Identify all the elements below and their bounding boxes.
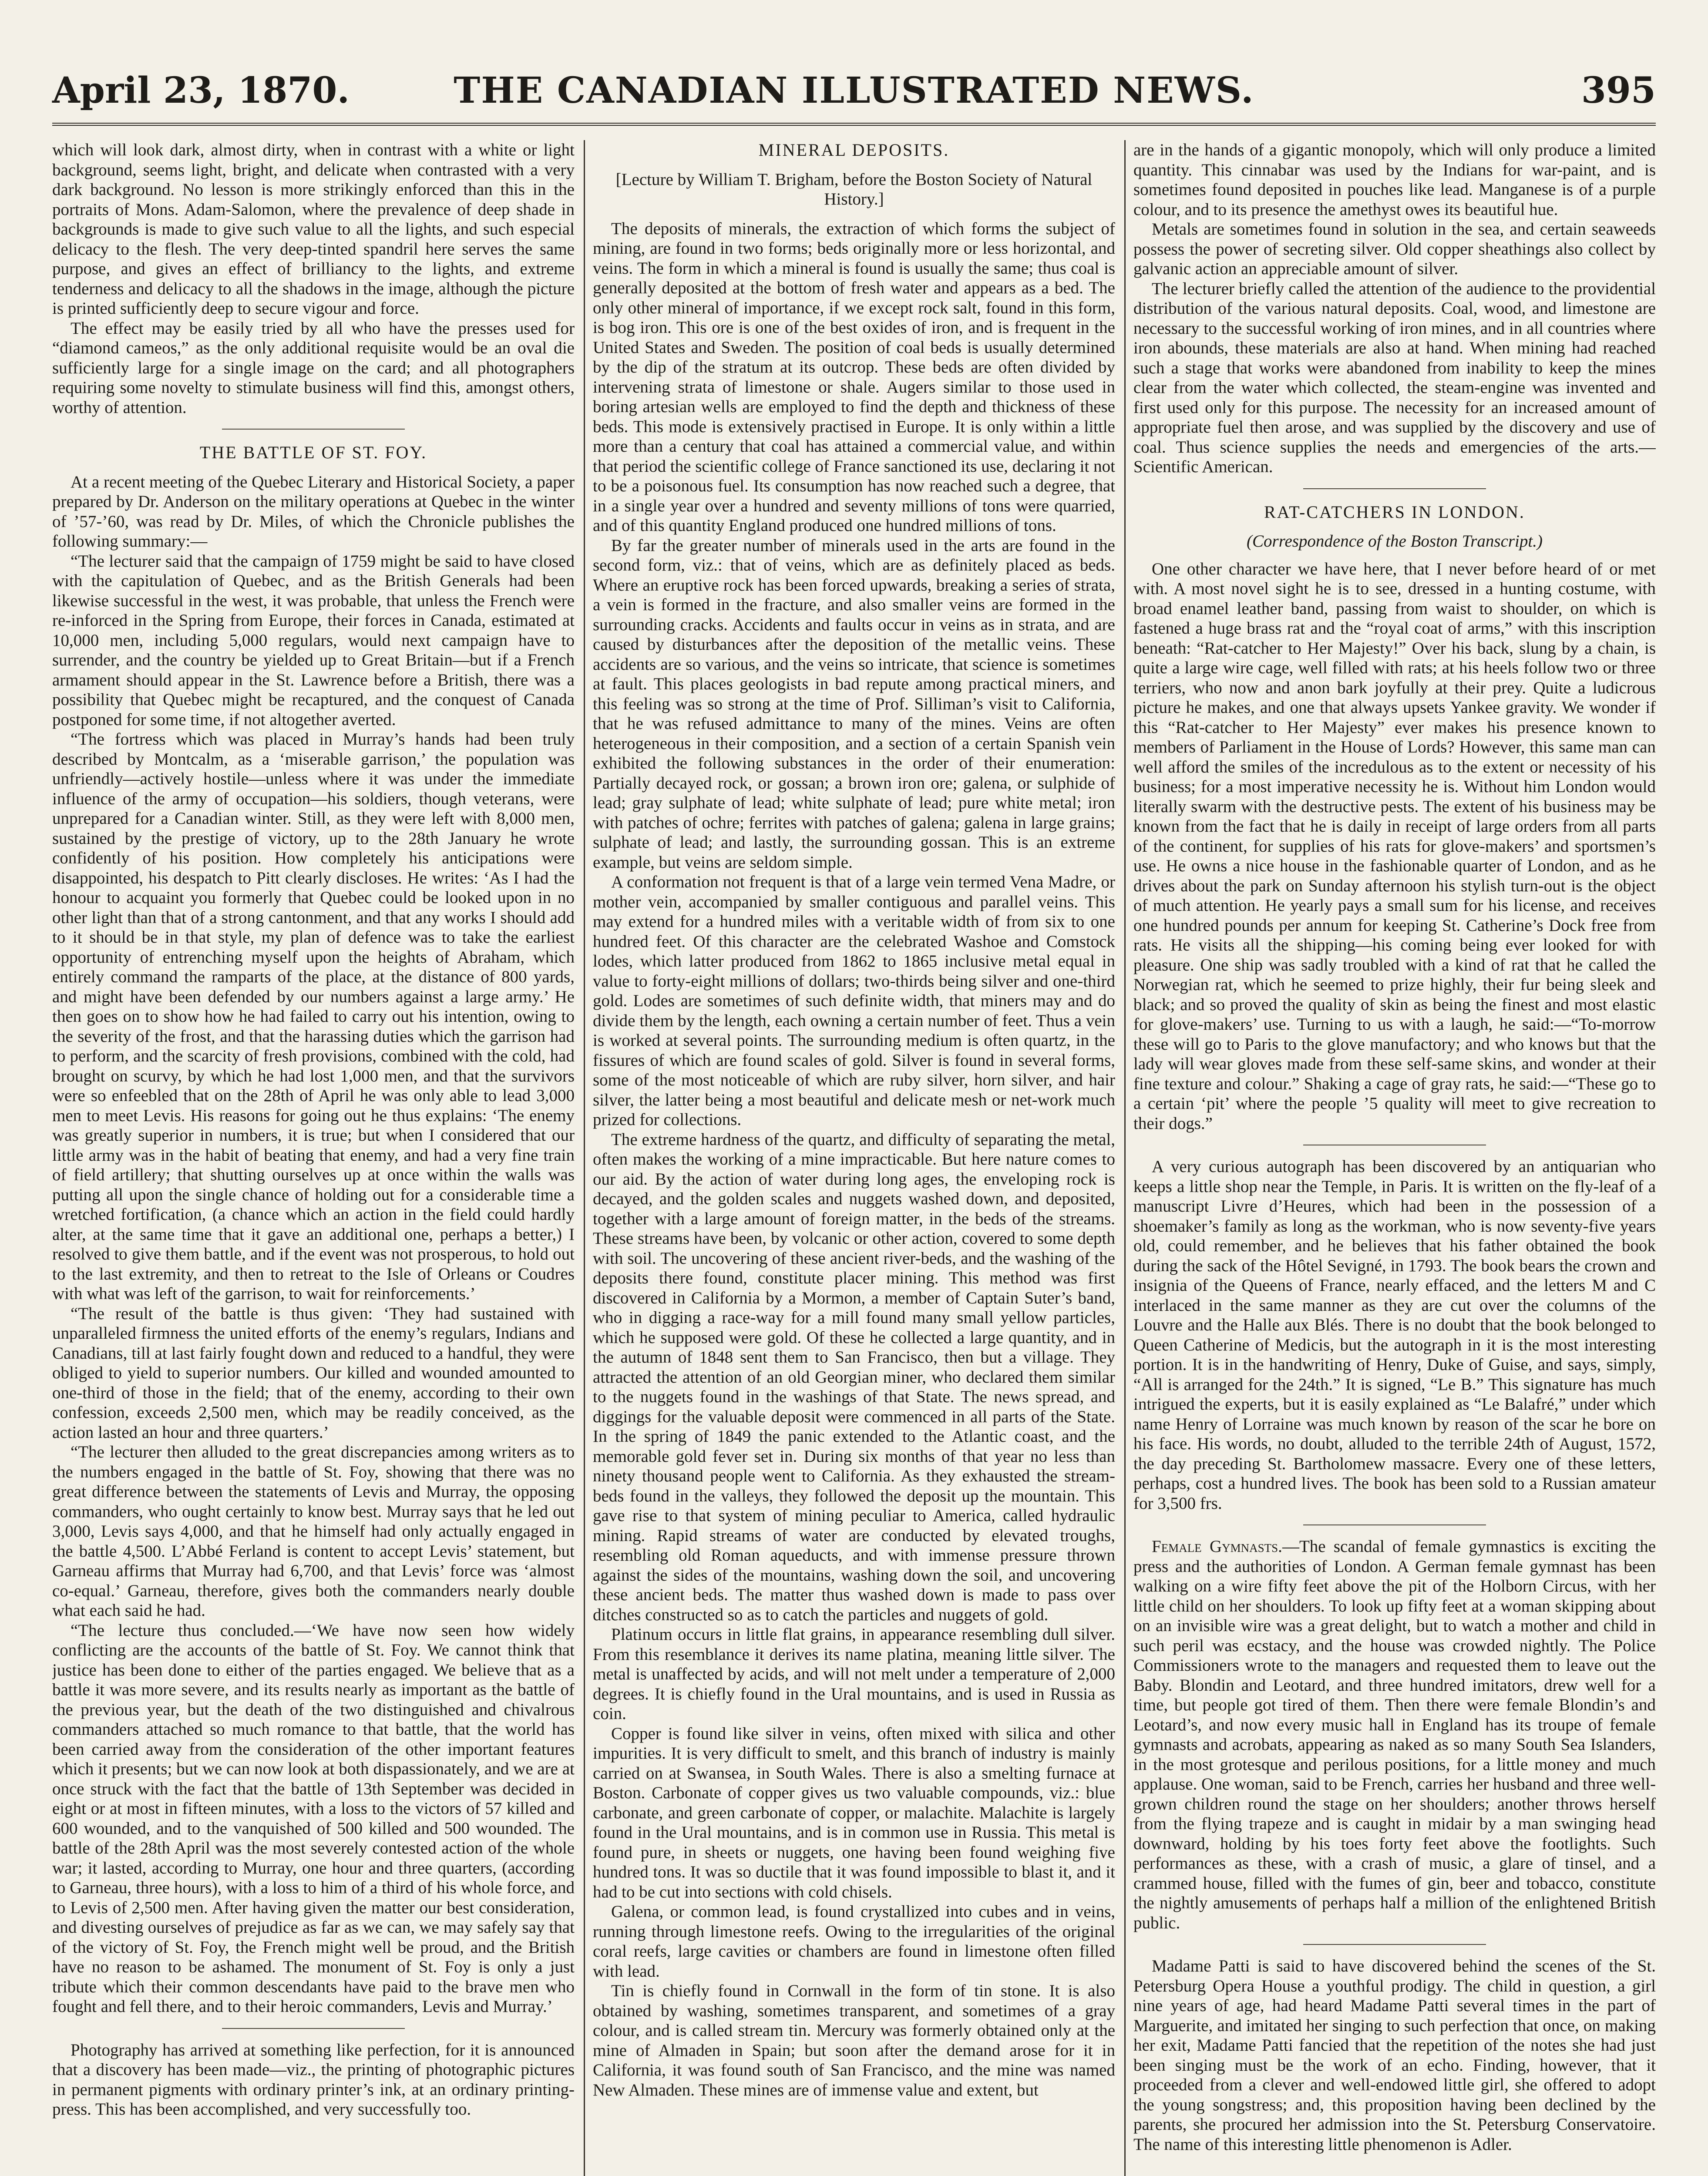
- article-paragraph: At a recent meeting of the Quebec Literary and Historical Society, a paper prepared by Dr. Anderson on the military operations at Quebec in the winter of ’57-’60, was read by Dr. Miles, of which the Chronicle publishes the following summary:—: [52, 472, 575, 551]
- gymnasts-text: —The scandal of female gymnastics is exciting the press and the authorities of London. A German female gymnast has been walking on a wire fifty feet above the pit of the Holborn Circus, with her little child on her shoulders. To look up fifty feet at a woman skipping about on an invisible wire was a great delight, but to watch a mother and child in such peril was ecstacy, and the house was crowded nightly. The Police Commissioners wrote to the managers and requested them to leave out the Baby. Blondin and Leotard, and three hundred imitators, drew well for a time, but people got tired of them. Then there were female Blondin’s and Leotard’s, and now every music hall in England has its troupe of female gymnasts and acrobats, appearing as naked as so many South Sea Islanders, in the most grotesque and perilous positions, for a little money and much applause. One woman, said to be French, carries her husband and three well-grown children round the stage on her shoulders; another throws herself from the flying trapeze and is caught in midair by a man swinging head downward, holding by his toes forty feet above the footlights. Such performances as these, with a crash of music, a glare of tinsel, and a crammed house, filled with the fumes of gin, beer and tobacco, constitute the nightly amusements of perhaps half a million of the enlightened British public.: [1133, 1537, 1656, 1932]
- gymnasts-title: Female Gymnasts.: [1152, 1537, 1282, 1556]
- gymnasts-note: [1133, 1537, 1656, 1933]
- section-divider: [1303, 488, 1486, 489]
- autograph-note: A very curious autograph has been discovered by an antiquarian who keeps a little shop near the Temple, in Paris. It is written on the fly-leaf of a manuscript Livre d’Heures, which had been in the possession of a shoemaker’s family as long as the workman, who is now seventy-five years old, could remember, and he believes that his father obtained the book during the sack of the Hôtel Sevigné, in 1793. The book bears the crown and insignia of the Queens of France, nearly effaced, and the letters M and C interlaced in the same manner as they are cut over the columns of the Louvre and the Halle aux Blés. There is no doubt that the book belonged to Queen Catherine of Medicis, but the autograph in it is the most interesting portion. It is in the handwriting of Henry, Duke of Guise, and says, simply, “All is arranged for the 24th.” It is signed, “Le B.” This signature has much intrigued the experts, but it is easily explained as “Le Balafré,” under which name Henry of Lorraine was much known by reason of the scar he bore on his face. His words, no doubt, alluded to the terrible 24th of August, 1572, the day preceding St. Bartholomew massacre. Every one of these letters, perhaps, cost a hundred lives. The book has been sold to a Russian amateur for 3,500 frs.: [1133, 1157, 1656, 1513]
- article-heading-minerals: MINERAL DEPOSITS.: [758, 140, 950, 160]
- column-3: [1133, 140, 1656, 2176]
- photo-intro-paragraph: which will look dark, almost dirty, when in contrast with a white or light background, seems light, bright, and delicate when contrasted with a very dark background. No lesson is more strikingly enforced than this in the portraits of Mons. Adam-Salomon, where the prevalence of deep shade in backgrounds is made to give such value to all the lights, and such especial delicacy to the flesh. The very deep-tinted spandril here serves the same purpose, and gives an effect of brilliancy to the lights, and extreme tenderness and delicacy to all the shadows in the image, although the picture is printed sufficiently deep to secure vigour and force.: [52, 141, 575, 318]
- photo-intro-paragraph: The effect may be easily tried by all who have the presses used for “diamond cameos,” as the only additional requisite would be an oval die sufficiently large for a single image on the card; and all photographers requiring some novelty to stimulate business will find this, amongst others, worthy of attention.: [52, 319, 575, 417]
- article-paragraph: The extreme hardness of the quartz, and difficulty of separating the metal, often makes the working of a mine impracticable. But here nature comes to our aid. By the action of water during long ages, the enveloping rock is decayed, and the golden scales and nuggets washed down, and deposited, together with a large amount of foreign matter, in the beds of the streams. These streams have been, by volcanic or other action, covered to some depth with soil. The uncovering of these ancient river-beds, and the washing of the deposits there found, constitute placer mining. This method was first discovered in California by a Mormon, a member of Captain Suter’s band, who in digging a race-way for a mill found many small yellow particles, which he supposed were gold. Of these he collected a large quantity, and in the autumn of 1848 sent them to San Francisco, then but a village. They attracted the attention of an old Georgian miner, who declared them similar to the nuggets found in the washings of that State. The news spread, and diggings for the valuable deposit were commenced in all parts of the State. In the spring of 1849 the panic extended to the Atlantic coast, and the memorable gold fever set in. During six months of that year no less than ninety thousand people went to California. As they exhausted the stream-beds found in the valleys, they followed the deposit up the mountain. This gave rise to that system of mining peculiar to America, called hydraulic mining. Rapid streams of water are conducted by elevated troughs, resembling old Roman aqueducts, and with immense pressure thrown against the sides of the mountains, washing down the soil, and uncovering these ancient beds. The matter thus washed down is made to pass over ditches constructed so as to catch the particles and nuggets of gold.: [593, 1130, 1115, 1624]
- article-paragraph: A conformation not frequent is that of a large vein termed Vena Madre, or mother vein, accompanied by smaller contiguous and parallel veins. This may extend for a hundred miles with a veritable width of from six to one hundred feet. Of this character are the celebrated Washoe and Comstock lodes, which latter produced from 1862 to 1865 inclusive metal equal in value to forty-eight millions of dollars; two-thirds being silver and one-third gold. Lodes are sometimes of such definite width, that miners may and do divide them by the length, each owning a certain number of feet. Thus a vein is worked at several points. The surrounding medium is often quartz, in the fissures of which are found scales of gold. Silver is found in several forms, some of the most noticeable of which are ruby silver, horn silver, and hair silver, the latter being a most beautiful and delicate mesh or net-work much prized for collections.: [593, 873, 1115, 1129]
- article-paragraph: The deposits of minerals, the extraction of which forms the subject of mining, are found in two forms; beds originally more or less horizontal, and veins. The form in which a mineral is found is usually the same; thus coal is generally deposited at the bottom of fresh water and appears as a bed. The only other mineral of importance, if we except rock salt, found in this form, is bog iron. This ore is one of the best oxides of iron, and is frequent in the United States and Sweden. The position of coal beds is usually determined by the dip of the stratum at its outcrop. These beds are often divided by intervening strata of limestone or shale. Augers similar to those used in boring artesian wells are employed to find the depth and thickness of these beds. This mode is extensively practised in Europe. It is only within a little more than a century that coal has attained a commercial value, and within that period the scientific college of France sanctioned its use, declaring it not to be a poisonous fuel. Its consumption has now reached such a degree, that in a single year over a hundred and seventy millions of tons were quarried, and of this quantity England produced one hundred millions of tons.: [593, 219, 1115, 535]
- article-heading-battle: THE BATTLE OF ST. FOY.: [199, 443, 427, 462]
- article-paragraph: “The fortress which was placed in Murray’s hands had been truly described by Montcalm, as a ‘miserable garrison,’ the population was unfriendly—actively hostile—unless where it was under the immediate influence of the army of occupation—his soldiers, though veterans, were unprepared for a Canadian winter. Still, as they were left with 8,000 men, sustained by the prestige of victory, up to the 28th January he wrote confidently of his position. How completely his anticipations were disappointed, his despatch to Pitt clearly discloses. He writes: ‘As I had the honour to acquaint you formerly that Quebec could be looked upon in no other light than that of a strong cantonment, and that any works I should add to it should be in that style, my plan of defence was to take the earliest opportunity of entrenching myself upon the heights of Abraham, which entirely command the ramparts of the place, at the distance of 800 yards, and might have been defended by our numbers against a large army.’ He then goes on to show how he had failed to carry out his intention, owing to the severity of the frost, and that the harassing duties which the garrison had to perform, and the scarcity of fresh provisions, combined with the cold, had brought on scurvy, by which he had lost 1,000 men, and that the survivors were so enfeebled that on the 28th of April he was only able to lead 3,000 men to meet Levis. His reasons for going out he thus explains: ‘The enemy was greatly superior in numbers, it is true; but when I considered that our little army was in the habit of beating that enemy, and had a very fine train of field artillery; that shutting ourselves up at once within the walls was putting all upon the single chance of holding out for a considerable time a wretched fortification, (a chance which an action in the field could hardly alter, at the same time that it gave an additional one, perhaps a better,) I resolved to give them battle, and if the event was not prosperous, to hold out to the last extremity, and then to retreat to the Isle of Orleans or Coudres with what was left of the garrison, to wait for reinforcements.’: [52, 730, 575, 1303]
- issue-date: April 23, 1870.: [52, 70, 350, 111]
- article-subheading: (Correspondence of the Boston Transcript.): [1247, 532, 1543, 551]
- column-rule-1: [584, 140, 585, 2176]
- article-paragraph: “The lecturer then alluded to the great discrepancies among writers as to the numbers engaged in the battle of St. Foy, showing that there was no great difference between the statements of Levis and Murray, the opposing commanders, who ought certainly to know best. Murray says that he led out 3,000, Levis says 4,000, and that he himself had only actually engaged in the battle 4,500. L’Abbé Ferland is content to accept Levis’ statement, but Garneau affirms that Murray had 6,700, and that Levis’ force was ‘almost co-equal.’ Garneau, therefore, gives both the commanders nearly double what each said he had.: [52, 1443, 575, 1620]
- article-heading-rat-catchers: RAT-CATCHERS IN LONDON.: [1264, 502, 1525, 522]
- article-paragraph: are in the hands of a gigantic monopoly, which will only produce a limited quantity. This cinnabar was used by the Indians for war-paint, and is sometimes found deposited in pouches like lead. Manganese is of a purple colour, and to its presence the amethyst owes its beautiful hue.: [1133, 141, 1656, 219]
- article-paragraph: Copper is found like silver in veins, often mixed with silica and other impurities. It is very difficult to smelt, and this branch of industry is mainly carried on at Swansea, in South Wales. There is also a smelting furnace at Boston. Carbonate of copper gives us two valuable compounds, viz.: blue carbonate, and green carbonate of copper, or malachite. Malachite is largely found in the Ural mountains, and is in common use in Russia. This metal is found pure, in sheets or nuggets, one having been found weighing five hundred tons. It was so ductile that it was found impossible to blast it, and it had to be cut into sections with cold chisels.: [593, 1724, 1115, 1901]
- article-paragraph: “The lecture thus concluded.—‘We have now seen how widely conflicting are the accounts of the battle of St. Foy. We cannot think that justice has been done to either of the parties engaged. We believe that as a battle it was more severe, and its results nearly as important as the battle of the previous year, but the death of the two distinguished and chivalrous commanders attached so much romance to that battle, that the world has been carried away from the consideration of the other important features which it presents; but we can now look at both dispassionately, and we are at once struck with the fact that the battle of 13th September was decided in eight or at most in fifteen minutes, with a loss to the victors of 57 killed and 600 wounded, and to the vanquished of 500 killed and 500 wounded. The battle of the 28th April was the most severely contested action of the whole war; it lasted, according to Murray, one hour and three quarters, (according to Garneau, three hours), with a loss to him of a third of his whole force, and to Levis of 2,500 men. After having given the matter our best consideration, and divesting ourselves of prejudice as far as we can, we may safely say that of the victory of St. Foy, the French might well be proud, and the British have no reason to be ashamed. The monument of St. Foy is only a just tribute which their common descendants have paid to the brave men who fought and fell there, and to their heroic commanders, Levis and Murray.’: [52, 1621, 575, 2016]
- photography-note: Photography has arrived at something like perfection, for it is announced that a discovery has been made—viz., the printing of photographic pictures in permanent pigments with ordinary printer’s ink, at an ordinary printing-press. This has been accomplished, and very successfully too.: [52, 2040, 575, 2119]
- article-paragraph: One other character we have here, that I never before heard of or met with. A most novel sight he is to see, dressed in a hunting costume, with broad enamel leather band, passing from waist to shoulder, on which is fastened a huge brass rat and the “royal coat of arms,” with this inscription beneath: “Rat-catcher to Her Majesty!” Over his back, slung by a chain, is quite a large wire cage, well filled with rats; at his heels follow two or three terriers, who now and anon bark joyfully at their prey. Quite a ludicrous picture he makes, and one that always upsets Yankee gravity. We wonder if this “Rat-catcher to Her Majesty” ever makes his presence known to members of Parliament in the House of Lords? However, this same man can well afford the smiles of the incredulous as to the extent or necessity of his business; for a most imperative necessity he is. Without him London would literally swarm with the destructive pests. The extent of his business may be known from the fact that he is daily in receipt of large orders from all parts of the continent, for supplies of his rats for glove-makers’ and sportsmen’s use. He owns a nice house in the fashionable quarter of London, and as he drives about the park on Sunday afternoon his stylish turn-out is the object of much attention. He yearly pays a small sum for his license, and receives one hundred pounds per annum for keeping St. Catherine’s Dock free from rats. He visits all the shipping—his coming being ever looked for with pleasure. One ship was sadly troubled with a kind of rat that he called the Norwegian rat, which he seemed to prize highly, their fur being sleek and black; and so proved the quality of skin as being the finest and most elastic for glove-makers’ use. Turning to us with a laugh, he said:—“To-morrow these will go to Paris to the glove manufactory; and who knows but that the lady will wear gloves made from these self-same skins, and wonder at their fine texture and colour.” Shaking a cage of gray rats, he said:—“These go to a certain ‘pit’ where the people ’5 quality will meet to give recreation to their dogs.”: [1133, 559, 1656, 1133]
- article-paragraph: Galena, or common lead, is found crystallized into cubes and in veins, running through limestone reefs. Owing to the irregularities of the original coral reefs, large cavities or chambers are found in limestone often filled with lead.: [593, 1902, 1115, 1981]
- column-rule-2: [1124, 140, 1126, 2176]
- article-paragraph: Tin is chiefly found in Cornwall in the form of tin stone. It is also obtained by washing, sometimes transparent, and sometimes of a gray colour, and is called stream tin. Mercury was formerly obtained only at the mine of Almaden in Spain; but soon after the demand arose for it in California, it was found south of San Francisco, and the mine was named New Almaden. These mines are of immense value and extent, but: [593, 1981, 1115, 2099]
- section-divider: [222, 2028, 405, 2029]
- article-paragraph: “The lecturer said that the campaign of 1759 might be said to have closed with the capitulation of Quebec, and as the British Generals had been likewise successful in the west, it was probable, that unless the French were re-inforced in the Spring from Europe, their forces in Canada, estimated at 10,000 men, including 5,000 regulars, would next campaign have to surrender, and the country be yielded up to Great Britain—but if a French armament should appear in the St. Lawrence before a British, there was a possibility that Quebec might be recaptured, and the conquest of Canada postponed for some time, if not altogether averted.: [52, 551, 575, 729]
- article-paragraph: Platinum occurs in little flat grains, in appearance resembling dull silver. From this resemblance it derives its name platina, meaning little silver. The metal is unaffected by acids, and will not melt under a temperature of 2,000 degrees. It is chiefly found in the Ural mountains, and is used in Russia as coin.: [593, 1625, 1115, 1723]
- article-paragraph: Metals are sometimes found in solution in the sea, and certain seaweeds possess the power of secreting silver. Old copper sheathings also collect by galvanic action an appreciable amount of silver.: [1133, 220, 1656, 278]
- column-1: [52, 140, 575, 2176]
- masthead-rule: [52, 123, 1656, 126]
- masthead: [52, 65, 1656, 131]
- column-2: [593, 140, 1115, 2176]
- article-paragraph: “The result of the battle is thus given: ‘They had sustained with unparalleled firmness the united efforts of the enemy’s regulars, Indians and Canadians, till at last fairly fought down and reduced to a handful, they were obliged to yield to superior numbers. Our killed and wounded amounted to one-third of those in the field; that of the enemy, according to their own confession, exceeds 2,500 men, which may be readily conceived, as the action lasted an hour and three quarters.’: [52, 1304, 575, 1442]
- patti-note: Madame Patti is said to have discovered behind the scenes of the St. Petersburg Opera House a youthful prodigy. The child in question, a girl nine years of age, had heard Madame Patti several times in the part of Marguerite, and imitated her singing to such perfection that once, on making her exit, Madame Patti fancied that the repetition of the notes she had just been singing must be the work of an echo. Finding, however, that it proceeded from a clever and well-endowed little girl, she offered to adopt the young songstress; and, this proposition having been declined by the parents, she procured her admission into the St. Petersburg Conservatoire. The name of this interesting little phenomenon is Adler.: [1133, 1957, 1656, 2154]
- section-divider: [222, 429, 405, 430]
- article-paragraph: By far the greater number of minerals used in the arts are found in the second form, viz.: that of veins, which are as definitely placed as beds. Where an eruptive rock has been forced upwards, breaking a series of strata, a vein is formed in the fracture, and also smaller veins are formed in the surrounding cracks. Accidents and faults occur in veins as in strata, and are caused by disturbances after the deposition of the metallic veins. These accidents are so various, and the veins so intricate, that science is sometimes at fault. This places geologists in bad repute among practical miners, and this feeling was so strong at the time of Prof. Silliman’s visit to California, that he was refused admittance to many of the mines. Veins are often heterogeneous in their composition, and a section of a certain Spanish vein exhibited the following substances in the order of their enumeration: Partially decayed rock, or gossan; a brown iron ore; galena, or sulphide of lead; gray sulphate of lead; white sulphate of lead; pure white metal; iron with patches of ochre; ferrites with patches of galena; galena in large grains; sulphate of lead; and lastly, the surrounding gossan. This is an extreme example, but veins are seldom simple.: [593, 536, 1115, 872]
- section-divider: [1303, 1944, 1486, 1945]
- article-paragraph: The lecturer briefly called the attention of the audience to the providential distribution of the various natural deposits. Coal, wood, and limestone are necessary to the successful working of iron mines, and in all countries where iron abounds, these materials are also at hand. When mining had reached such a stage that works were abandoned from inability to keep the mines clear from the water which collected, the steam-engine was invented and first used only for this purpose. The necessity for an increased amount of appropriate fuel then arose, and was supplied by the discovery and use of coal. Thus science supplies the needs and emergencies of the arts.—Scientific American.: [1133, 279, 1656, 476]
- page-number: 395: [1581, 70, 1656, 111]
- article-byline: [Lecture by William T. Brigham, before the Boston Society of Natural History.]: [615, 170, 1093, 208]
- newspaper-title: THE CANADIAN ILLUSTRATED NEWS.: [454, 70, 1254, 111]
